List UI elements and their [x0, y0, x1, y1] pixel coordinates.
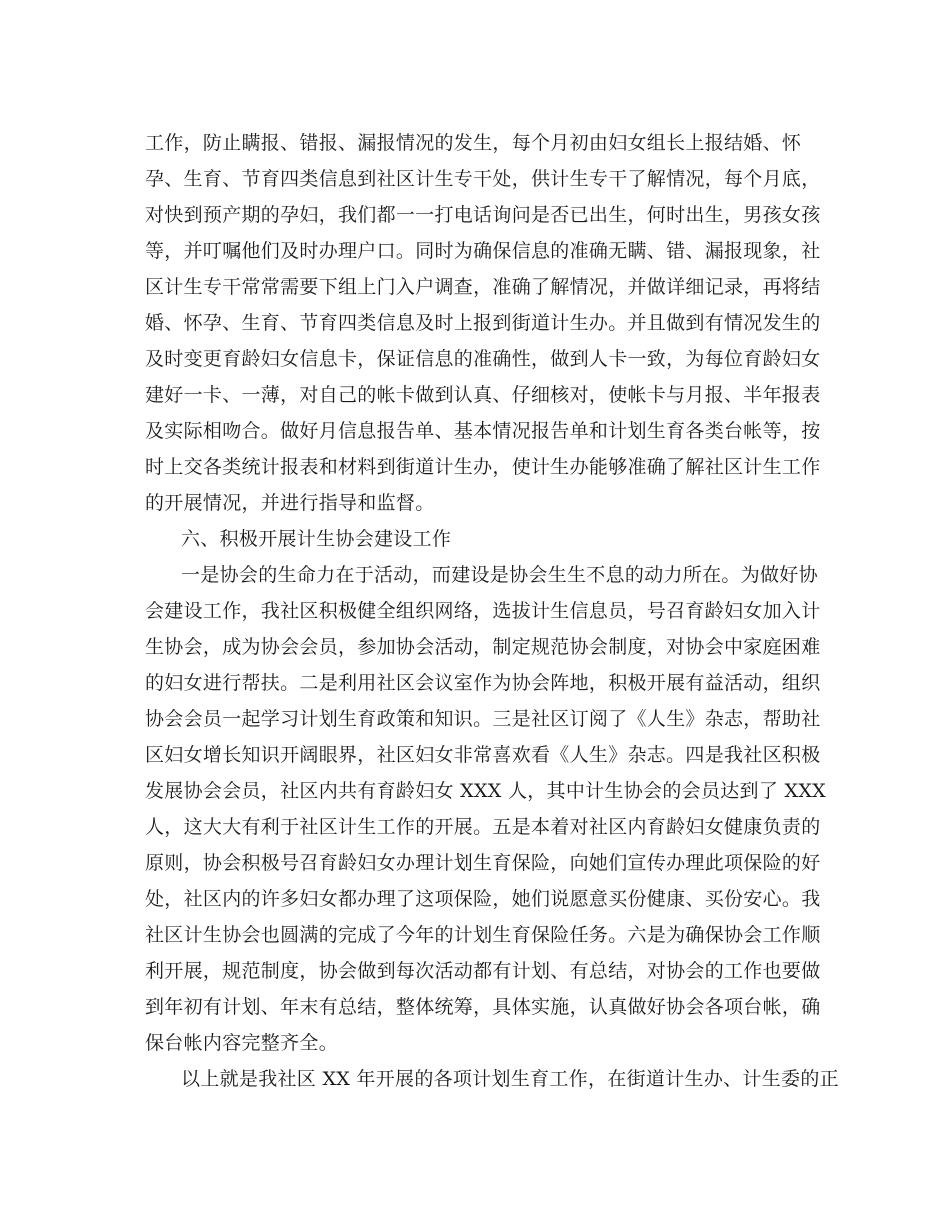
body-text-line: 到年初有计划、年末有总结，整体统筹，具体实施，认真做好协会各项台帐，确: [145, 996, 821, 1018]
body-text-line: 工作，防止瞒报、错报、漏报情况的发生，每个月初由妇女组长上报结婚、怀: [145, 132, 802, 154]
body-text-line: 及时变更育龄妇女信息卡，保证信息的准确性，做到人卡一致，为每位育龄妇女: [145, 348, 821, 370]
body-text-line: 一是协会的生命力在于活动，而建设是协会生生不息的动力所在。为做好协: [181, 564, 818, 586]
body-text-line: 时上交各类统计报表和材料到街道计生办，使计生办能够准确了解社区计生工作: [145, 456, 821, 478]
body-text-line: 区妇女增长知识开阔眼界，社区妇女非常喜欢看《人生》杂志。四是我社区积极: [145, 744, 821, 766]
body-text-line: 协会会员一起学习计划生育政策和知识。三是社区订阅了《人生》杂志，帮助社: [145, 708, 821, 730]
body-text-line: 会建设工作，我社区积极健全组织网络，选拔计生信息员，号召育龄妇女加入计: [145, 600, 821, 622]
body-text-line: 处，社区内的许多妇女都办理了这项保险，她们说愿意买份健康、买份安心。我: [145, 888, 821, 910]
body-text-line: 婚、怀孕、生育、节育四类信息及时上报到街道计生办。并且做到有情况发生的: [145, 312, 821, 334]
body-text-line: 等，并叮嘱他们及时办理户口。同时为确保信息的准确无瞒、错、漏报现象，社: [145, 240, 821, 262]
body-text-line: 区计生专干常常需要下组上门入户调查，准确了解情况，并做详细记录，再将结: [145, 276, 821, 298]
body-text-line: 保台帐内容完整齐全。: [145, 1032, 339, 1054]
body-text-line: 建好一卡、一薄，对自己的帐卡做到认真、仔细核对，使帐卡与月报、半年报表: [145, 384, 821, 406]
body-text-line: 原则，协会积极号召育龄妇女办理计划生育保险，向她们宣传办理此项保险的好: [145, 852, 821, 874]
body-text-line: 的开展情况，并进行指导和监督。: [145, 492, 435, 514]
body-text-line: 对快到预产期的孕妇，我们都一一打电话询问是否已出生，何时出生，男孩女孩: [145, 204, 821, 226]
body-text-line: 社区计生协会也圆满的完成了今年的计划生育保险任务。六是为确保协会工作顺: [145, 924, 821, 946]
section-heading: 六、积极开展计生协会建设工作: [181, 528, 452, 550]
body-text-line: 以上就是我社区 XX 年开展的各项计划生育工作，在街道计生办、计生委的正: [181, 1068, 839, 1090]
body-text-line: 及实际相吻合。做好月信息报告单、基本情况报告单和计划生育各类台帐等，按: [145, 420, 821, 442]
body-text-line: 发展协会会员，社区内共有育龄妇女 XXX 人，其中计生协会的会员达到了 XXX: [145, 780, 826, 802]
body-text-line: 孕、生育、节育四类信息到社区计生专干处，供计生专干了解情况，每个月底，: [145, 168, 821, 190]
body-text-line: 生协会，成为协会会员，参加协会活动，制定规范协会制度，对协会中家庭困难: [145, 636, 821, 658]
body-text-line: 人，这大大有利于社区计生工作的开展。五是本着对社区内育龄妇女健康负责的: [145, 816, 821, 838]
body-text-line: 的妇女进行帮扶。二是利用社区会议室作为协会阵地，积极开展有益活动，组织: [145, 672, 821, 694]
body-text-line: 利开展，规范制度，协会做到每次活动都有计划、有总结，对协会的工作也要做: [145, 960, 821, 982]
